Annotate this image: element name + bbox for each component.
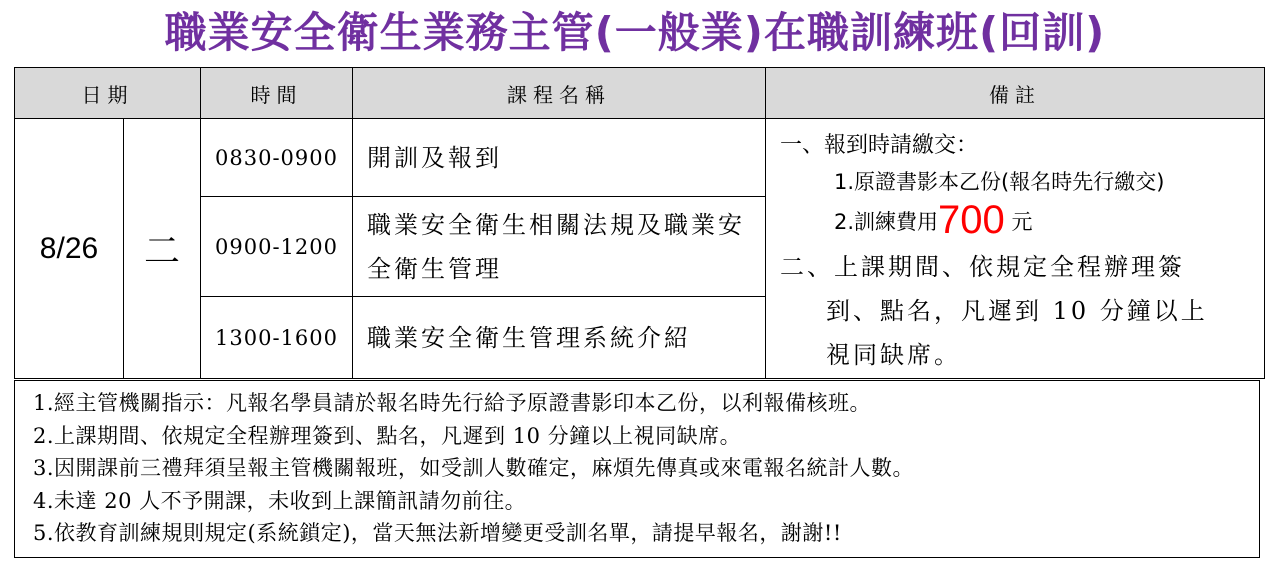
header-course: 課程名稱 (353, 68, 766, 119)
session-course: 職業安全衛生相關法規及職業安全衛生管理 (353, 197, 766, 297)
session-time: 0900-1200 (201, 197, 353, 297)
remarks-item2 (780, 245, 1258, 377)
remarks-item2-line1: 二、上課期間、依規定全程辦理簽 (780, 252, 1185, 281)
header-date: 日期 (15, 68, 201, 119)
header-remarks: 備註 (766, 68, 1265, 119)
session-date: 8/26 (15, 119, 124, 379)
remarks-item1-sub2 (780, 197, 1258, 242)
table-header-row (15, 68, 1265, 119)
note-item: 4.未達 20 人不予開課，未收到上課簡訊請勿前往。 (33, 488, 527, 513)
schedule-table (14, 67, 1265, 379)
fee-label: 2.訓練費用 (834, 209, 939, 234)
note-item: 5.依教育訓練規則規定(系統鎖定)，當天無法新增變更受訓名單，請提早報名，謝謝!! (33, 521, 842, 545)
remarks-item2-line3: 視同缺席。 (826, 340, 961, 369)
note-item: 2.上課期間、依規定全程辦理簽到、點名，凡遲到 10 分鐘以上視同缺席。 (33, 423, 742, 448)
remarks-cell (766, 119, 1265, 379)
note-item: 3.因開課前三禮拜須呈報主管機關報班，如受訓人數確定，麻煩先傳真或來電報名統計人數。 (33, 456, 915, 480)
fee-amount: 700 (938, 197, 1005, 242)
remarks-item2-line2: 到、點名，凡遲到 10 分鐘以上 (826, 296, 1208, 325)
session-weekday: 二 (124, 119, 201, 379)
fee-unit: 元 (1011, 209, 1033, 234)
session-course: 開訓及報到 (353, 119, 766, 197)
page-title: 職業安全衛生業務主管(一般業)在職訓練班(回訓) (164, 8, 1106, 57)
notes-box (14, 380, 1260, 558)
header-time: 時間 (201, 68, 353, 119)
table-row (15, 119, 1265, 197)
session-time: 1300-1600 (201, 297, 353, 379)
note-item: 1.經主管機關指示：凡報名學員請於報名時先行給予原證書影印本乙份，以利報備核班。 (33, 391, 872, 415)
session-course: 職業安全衛生管理系統介紹 (353, 297, 766, 379)
remarks-item1-sub1: 1.原證書影本乙份(報名時先行繳交) (834, 169, 1165, 194)
remarks-item1-heading: 一、報到時請繳交： (780, 132, 979, 158)
session-time: 0830-0900 (201, 119, 353, 197)
